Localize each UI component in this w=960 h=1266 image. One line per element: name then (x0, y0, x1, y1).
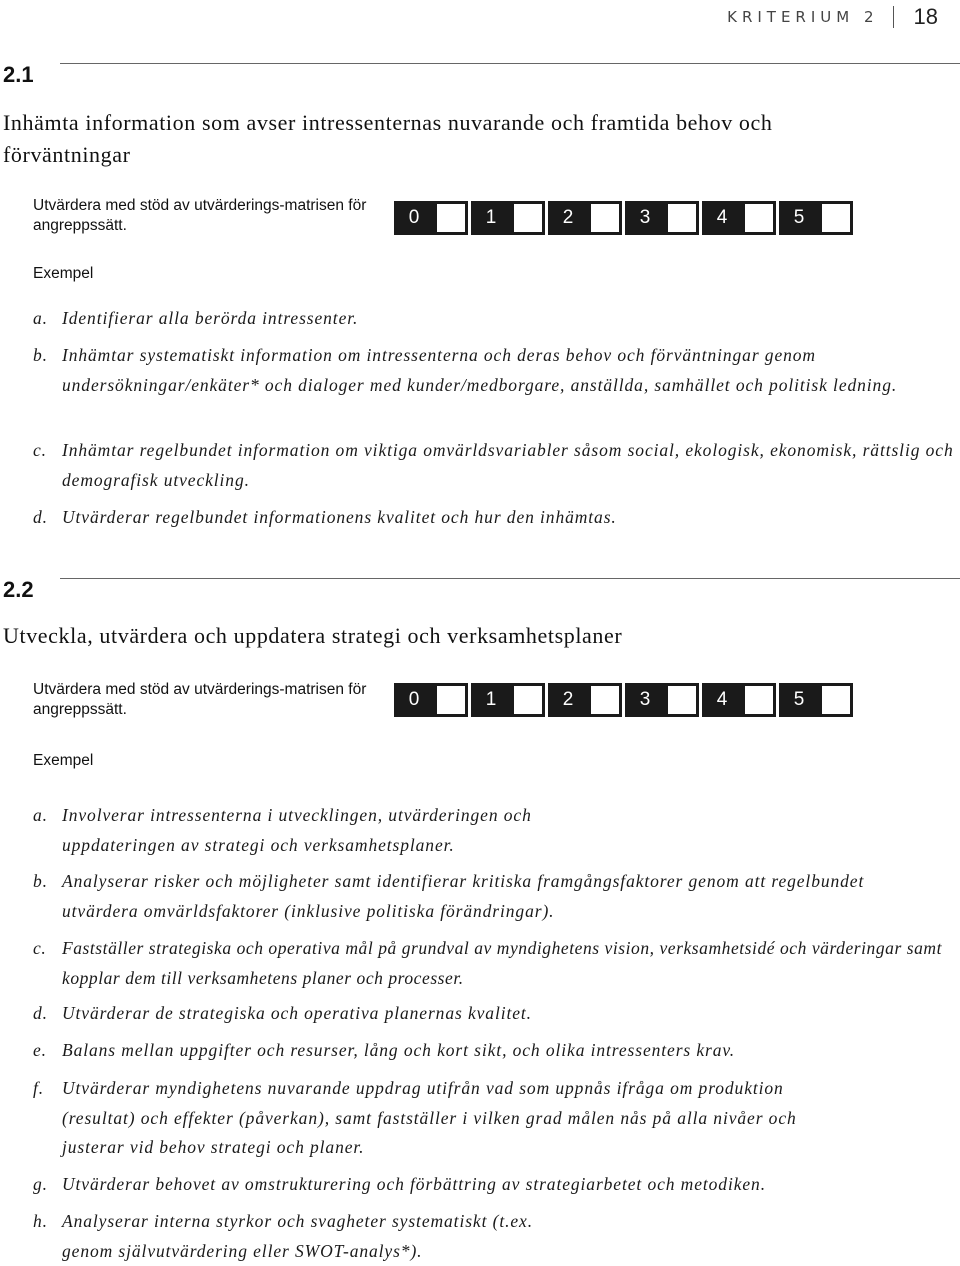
rating-checkbox[interactable] (588, 683, 622, 717)
rating-checkbox[interactable] (434, 683, 468, 717)
item-text: Utvärderar de strategiska och operativa planernas kvalitet. (62, 1003, 532, 1023)
rating-checkbox[interactable] (819, 201, 853, 235)
item-text: Utvärderar regelbundet informationens kvalitet och hur den inhämtas. (62, 507, 617, 527)
rating-checkbox[interactable] (511, 201, 545, 235)
list-item (33, 801, 958, 860)
item-letter: c. (33, 938, 47, 958)
rating-label: 2 (548, 683, 588, 717)
rating-checkbox[interactable] (434, 201, 468, 235)
rating-option[interactable] (471, 683, 545, 717)
rating-label: 1 (471, 683, 511, 717)
item-letter: a. (33, 805, 48, 825)
rating-checkbox[interactable] (588, 201, 622, 235)
item-text: Utvärderar myndighetens nuvarande uppdrag utifrån vad som uppnås ifråga om produktion (resultat) och effekter (påverkan), samt fastställer i vilken grad målen nås på alla nivåer och justerar vid behov strategi och planer. (62, 1078, 797, 1157)
rating-checkbox[interactable] (665, 201, 699, 235)
item-text: Analyserar interna styrkor och svagheter systematiskt (t.ex. genom självutvärdering eller SWOT-analys*). (62, 1211, 533, 1261)
rating-option[interactable] (779, 683, 853, 717)
list-item (33, 341, 958, 400)
item-letter: b. (33, 871, 48, 891)
item-letter: e. (33, 1040, 47, 1060)
rating-checkbox[interactable] (819, 683, 853, 717)
item-letter: h. (33, 1211, 48, 1231)
rating-label: 5 (779, 201, 819, 235)
item-text: Involverar intressenterna i utvecklingen, utvärderingen och uppdateringen av strategi och verksamhetsplaner. (62, 805, 532, 855)
rating-label: 0 (394, 201, 434, 235)
section-title: Utveckla, utvärdera och uppdatera strategi och verksamhetsplaner (3, 623, 623, 648)
list-item (33, 304, 958, 334)
section-rule (60, 63, 960, 64)
item-text: Utvärderar behovet av omstrukturering och förbättring av strategiarbetet och metodiken. (62, 1174, 766, 1194)
header-divider (893, 6, 894, 28)
list-item (33, 1170, 958, 1200)
list-item (33, 999, 958, 1029)
item-letter: d. (33, 1003, 48, 1023)
rating-label: 3 (625, 683, 665, 717)
rating-scale (394, 683, 856, 717)
list-item (33, 934, 958, 993)
rating-label: 4 (702, 683, 742, 717)
evaluation-instruction: Utvärdera med stöd av utvärderings-matrisen för angreppssätt. (33, 197, 367, 234)
criterion-title: KRITERIUM 2 (727, 8, 879, 26)
item-text: Identifierar alla berörda intressenter. (62, 308, 359, 328)
rating-scale (394, 201, 856, 235)
rating-option[interactable] (471, 201, 545, 235)
running-header (727, 6, 938, 28)
evaluation-instruction: Utvärdera med stöd av utvärderings-matrisen för angreppssätt. (33, 681, 367, 718)
rating-option[interactable] (625, 683, 699, 717)
section-rule (60, 578, 960, 579)
list-item (33, 1207, 958, 1266)
rating-option[interactable] (394, 201, 468, 235)
rating-label: 2 (548, 201, 588, 235)
item-text: Balans mellan uppgifter och resurser, lång och kort sikt, och olika intressenters krav. (62, 1040, 736, 1060)
rating-checkbox[interactable] (742, 683, 776, 717)
item-letter: a. (33, 308, 48, 328)
example-label: Exempel (33, 265, 94, 282)
rating-option[interactable] (548, 201, 622, 235)
rating-label: 0 (394, 683, 434, 717)
item-letter: f. (33, 1078, 45, 1098)
rating-label: 4 (702, 201, 742, 235)
rating-option[interactable] (779, 201, 853, 235)
item-text: Analyserar risker och möjligheter samt identifierar kritiska framgångsfaktorer genom att regelbundet utvärdera omvärldsfaktorer (inklusive politiska förändringar). (62, 871, 865, 921)
section-title: Inhämta information som avser intressenternas nuvarande och framtida behov och förväntningar (3, 110, 773, 167)
list-item (33, 1036, 958, 1066)
list-item (33, 503, 958, 533)
rating-option[interactable] (702, 683, 776, 717)
item-letter: d. (33, 507, 48, 527)
rating-checkbox[interactable] (665, 683, 699, 717)
list-item (33, 867, 958, 926)
rating-checkbox[interactable] (742, 201, 776, 235)
rating-option[interactable] (702, 201, 776, 235)
item-letter: g. (33, 1174, 48, 1194)
item-text: Inhämtar regelbundet information om viktiga omvärldsvariabler såsom social, ekologisk, ekonomisk, rättslig och demografisk utveckling. (62, 440, 954, 490)
item-text: Fastställer strategiska och operativa mål på grundval av myndighetens vision, verksamhetsidé och värderingar samt kopplar dem till verksamhetens planer och processer. (62, 938, 942, 988)
rating-checkbox[interactable] (511, 683, 545, 717)
section-number: 2.1 (3, 62, 34, 87)
example-label: Exempel (33, 752, 94, 769)
item-text: Inhämtar systematiskt information om intressenterna och deras behov och förväntningar genom undersökningar/enkäter* och dialoger med kunder/medborgare, anställda, samhället och politisk ledning. (62, 345, 898, 395)
list-item (33, 436, 958, 495)
rating-option[interactable] (548, 683, 622, 717)
item-letter: c. (33, 440, 47, 460)
item-letter: b. (33, 345, 48, 365)
rating-label: 1 (471, 201, 511, 235)
rating-label: 5 (779, 683, 819, 717)
rating-option[interactable] (394, 683, 468, 717)
list-item (33, 1074, 958, 1163)
rating-option[interactable] (625, 201, 699, 235)
section-number: 2.2 (3, 577, 34, 602)
rating-label: 3 (625, 201, 665, 235)
page-number: 18 (913, 4, 938, 29)
